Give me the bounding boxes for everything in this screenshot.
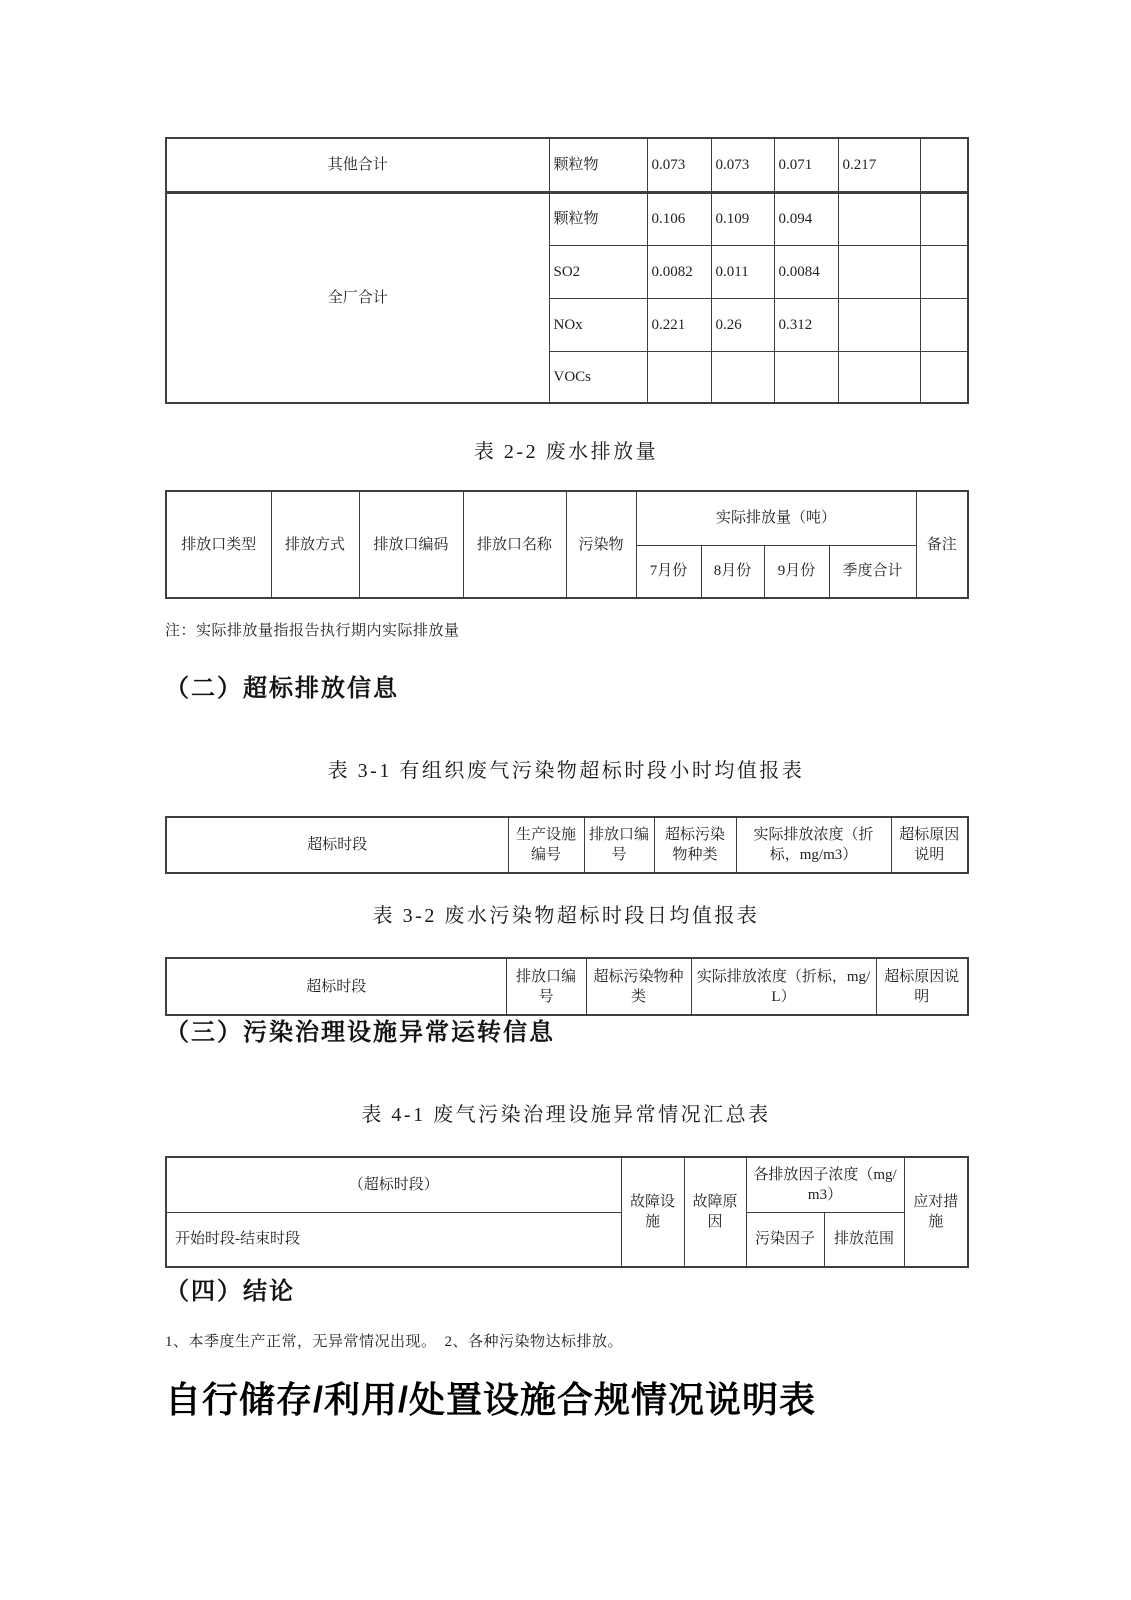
header-pollutant: 污染物 [566, 491, 636, 598]
row-label-plant-total: 全厂合计 [166, 192, 549, 403]
header-exceedance-period: 超标时段 [166, 817, 508, 873]
value-aug-cell [711, 351, 774, 403]
value-aug-cell: 0.011 [711, 245, 774, 298]
header-outlet-name: 排放口名称 [463, 491, 566, 598]
value-aug-cell: 0.073 [711, 138, 774, 192]
value-jul-cell: 0.221 [647, 298, 711, 351]
treatment-facility-abnormal-table [165, 1156, 969, 1268]
header-exceedance-period-label: （超标时段） [166, 1157, 621, 1212]
value-jul-cell [647, 351, 711, 403]
table-subheader-row [166, 1212, 968, 1267]
gas-exceedance-hourly-table [165, 816, 969, 874]
pollutant-cell: 颗粒物 [549, 138, 647, 192]
pollutant-cell: SO2 [549, 245, 647, 298]
header-outlet-no: 排放口编号 [506, 958, 586, 1015]
value-aug-cell: 0.109 [711, 192, 774, 245]
value-quarter-cell [838, 192, 920, 245]
header-discharge-method: 排放方式 [271, 491, 359, 598]
header-july: 7月份 [636, 545, 701, 598]
header-response-measures: 应对措施 [904, 1157, 968, 1267]
value-quarter-cell [838, 245, 920, 298]
header-fault-cause: 故障原因 [684, 1157, 746, 1267]
waste-gas-totals-table [165, 137, 969, 404]
header-actual-concentration: 实际排放浓度（折标，mg/m3） [736, 817, 891, 873]
table-header-row [166, 491, 968, 545]
value-quarter-cell [838, 298, 920, 351]
value-aug-cell: 0.26 [711, 298, 774, 351]
pollutant-cell: VOCs [549, 351, 647, 403]
header-exceedance-period: 超标时段 [166, 958, 506, 1015]
value-jul-cell: 0.106 [647, 192, 711, 245]
table-header-row [166, 958, 968, 1015]
header-exceedance-reason: 超标原因说明 [891, 817, 968, 873]
header-fault-facility: 故障设施 [621, 1157, 684, 1267]
self-storage-disposal-title: 自行储存/利用/处置设施合规情况说明表 [165, 1379, 817, 1420]
wastewater-exceedance-daily-table [165, 957, 969, 1016]
header-factor-concentration: 各排放因子浓度（mg/m3） [746, 1157, 904, 1212]
header-remark: 备注 [916, 491, 968, 598]
table-row [166, 138, 968, 192]
remark-cell [920, 351, 968, 403]
header-exceedance-reason: 超标原因说明 [876, 958, 968, 1015]
table-2-2-note: 注：实际排放量指报告执行期内实际排放量 [165, 623, 460, 639]
table-row [166, 192, 968, 245]
value-quarter-cell: 0.217 [838, 138, 920, 192]
remark-cell [920, 298, 968, 351]
table-2-2-title: 表 2-2 废水排放量 [473, 441, 659, 463]
row-label-other-total: 其他合计 [166, 138, 549, 192]
report-content [165, 137, 967, 1421]
value-jul-cell: 0.0082 [647, 245, 711, 298]
section-heading-exceedance-info: （二）超标排放信息 [165, 675, 399, 702]
remark-cell [920, 138, 968, 192]
remark-cell [920, 192, 968, 245]
header-pollution-factor: 污染因子 [746, 1212, 824, 1267]
table-4-1-title: 表 4-1 废气污染治理设施异常情况汇总表 [361, 1104, 771, 1126]
table-header-row [166, 1157, 968, 1212]
header-exceeding-pollutant-type: 超标污染物种类 [654, 817, 736, 873]
pollutant-cell: NOx [549, 298, 647, 351]
value-sep-cell [774, 351, 838, 403]
header-outlet-type: 排放口类型 [166, 491, 271, 598]
value-sep-cell: 0.0084 [774, 245, 838, 298]
table-header-row [166, 817, 968, 873]
section-heading-conclusion: （四）结论 [165, 1278, 295, 1305]
header-actual-emission: 实际排放量（吨） [636, 491, 916, 545]
header-quarter-total: 季度合计 [829, 545, 916, 598]
header-emission-range: 排放范围 [824, 1212, 904, 1267]
header-period-range: 开始时段-结束时段 [166, 1212, 621, 1267]
header-august: 8月份 [701, 545, 764, 598]
header-outlet-code: 排放口编码 [359, 491, 463, 598]
value-quarter-cell [838, 351, 920, 403]
value-sep-cell: 0.312 [774, 298, 838, 351]
header-production-facility-no: 生产设施编号 [508, 817, 584, 873]
remark-cell [920, 245, 968, 298]
header-september: 9月份 [764, 545, 829, 598]
pollutant-cell: 颗粒物 [549, 192, 647, 245]
value-sep-cell: 0.094 [774, 192, 838, 245]
value-sep-cell: 0.071 [774, 138, 838, 192]
value-jul-cell: 0.073 [647, 138, 711, 192]
header-outlet-no: 排放口编号 [584, 817, 654, 873]
wastewater-emission-table [165, 490, 969, 599]
header-exceeding-pollutant-type: 超标污染物种类 [586, 958, 691, 1015]
header-actual-concentration: 实际排放浓度（折标，mg/L） [691, 958, 876, 1015]
section-heading-abnormal-operation: （三）污染治理设施异常运转信息 [165, 1019, 555, 1046]
table-3-2-title: 表 3-2 废水污染物超标时段日均值报表 [372, 905, 760, 927]
table-3-1-title: 表 3-1 有组织废气污染物超标时段小时均值报表 [327, 760, 805, 782]
conclusion-text: 1、本季度生产正常，无异常情况出现。 2、各种污染物达标排放。 [165, 1334, 624, 1350]
